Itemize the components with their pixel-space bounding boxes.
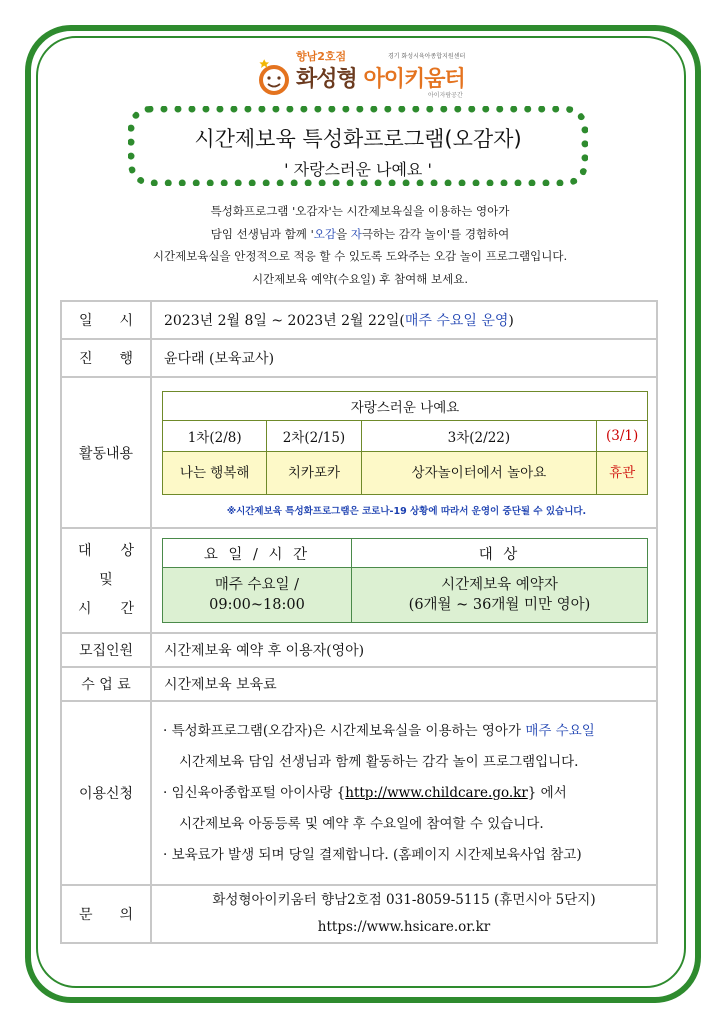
target-col2-head: 대 상 (352, 539, 648, 568)
host-row (61, 339, 657, 377)
target-time-line1: 매주 수요일 / (214, 577, 300, 593)
apply-2-line2: 시간제보육 아동등록 및 예약 후 수요일에 참여할 수 있습니다. (179, 815, 544, 832)
intro-highlight-1: 오감 (313, 226, 336, 241)
apply-item-3: · 보육료가 발생 되며 당일 결제합니다. (홈페이지 시간제보육사업 참고) (163, 846, 582, 863)
activity-2: 치카포카 (267, 452, 361, 495)
activity-label: 활동내용 (61, 377, 151, 528)
page-title: 시간제보육 특성화프로그램(오감자) (194, 127, 522, 151)
logo-center-name: 경기 화성시육아종합지원센터 (388, 53, 466, 60)
target-col1-head: 요 일 / 시 간 (163, 539, 352, 568)
target-cell (151, 528, 657, 633)
contact-label-b: 의 (119, 907, 133, 923)
logo-sub: 아이자람공간 (428, 92, 463, 99)
target-row (61, 528, 657, 633)
target-time-line2: 09:00~18:00 (209, 597, 305, 613)
target-audience (352, 568, 648, 623)
activity-4: 휴관 (597, 452, 648, 495)
page-subtitle: ' 자랑스러운 나예요 ' (284, 160, 432, 179)
target-audience-line2: (6개월 ~ 36개월 미만 영아) (408, 597, 591, 613)
contact-label-a: 문 (79, 907, 93, 923)
host-label (61, 339, 151, 377)
round-4: (3/1) (597, 421, 648, 452)
apply-1-line2: 시간제보육 담임 선생님과 함께 활동하는 감각 놀이 프로그램입니다. (179, 753, 579, 770)
logo-branch: 향남2호점 (296, 50, 347, 63)
activity-table-title: 자랑스러운 나예요 (163, 392, 648, 421)
logo (258, 48, 498, 104)
intro-highlight-2: 자 (350, 226, 362, 241)
host-label-b: 행 (119, 351, 133, 367)
schedule-highlight: 매주 수요일 운영 (404, 313, 509, 329)
target-label (61, 528, 151, 633)
target-table (162, 538, 648, 623)
schedule-dates: 2023년 2월 8일 ~ 2023년 2월 22일( (164, 313, 405, 329)
schedule-label-a: 일 (79, 313, 93, 329)
fee-value: 시간제보육 보육료 (151, 667, 657, 701)
round-2: 2차(2/15) (267, 421, 361, 452)
apply-item-1b (163, 747, 655, 778)
contact-url[interactable]: https://www.hsicare.or.kr (317, 919, 491, 935)
apply-row (61, 701, 657, 885)
sun-face-icon (258, 58, 292, 98)
logo-name-b: 아이키움터 (363, 67, 465, 92)
target-label-d: 시 (78, 601, 92, 617)
intro-line-2-c: 을 (335, 226, 351, 241)
fee-row (61, 667, 657, 701)
intro-line-2 (80, 223, 640, 246)
schedule-row (61, 301, 657, 339)
activity-3: 상자놀이터에서 놀아요 (361, 452, 597, 495)
target-time (163, 568, 352, 623)
apply-list (153, 716, 655, 871)
logo-wordmark (296, 62, 465, 93)
activity-1: 나는 행복해 (163, 452, 267, 495)
childcare-link[interactable]: http://www.childcare.go.kr (345, 784, 528, 801)
target-label-e: 간 (120, 601, 134, 617)
fee-label: 수 업 료 (61, 667, 151, 701)
schedule-label-b: 시 (119, 313, 133, 329)
host-label-a: 진 (79, 351, 93, 367)
title-box (128, 106, 588, 186)
intro-line-4: 시간제보육 예약(수요일) 후 참여해 보세요. (251, 271, 469, 286)
covid-note: ※시간제보육 특성화프로그램은 코로나-19 상황에 따라서 운영이 중단될 수 있습니다. (226, 506, 587, 517)
activity-table (162, 391, 648, 495)
apply-item-1 (163, 716, 655, 747)
apply-item-2b (163, 809, 655, 840)
apply-cell (151, 701, 657, 885)
apply-1-text: · 특성화프로그램(오감자)은 시간제보육실을 이용하는 영아가 (163, 722, 526, 739)
apply-item-2 (163, 778, 655, 809)
capacity-row (61, 633, 657, 667)
intro-line-2-e: 극하는 감각 놀이'를 경험하여 (361, 226, 510, 241)
target-audience-line1: 시간제보육 예약자 (441, 577, 558, 593)
apply-2-tail: } 에서 (527, 784, 567, 801)
target-label-a: 대 (78, 543, 92, 559)
contact-value (151, 885, 657, 943)
target-label-c: 및 (99, 572, 113, 588)
host-value: 윤다래 (보육교사) (151, 339, 657, 377)
schedule-label (61, 301, 151, 339)
round-3: 3차(2/22) (361, 421, 597, 452)
round-1: 1차(2/8) (163, 421, 267, 452)
intro-line-3: 시간제보육실을 안정적으로 적응 할 수 있도록 도와주는 오감 놀이 프로그램입니다. (152, 249, 568, 263)
capacity-label: 모집인원 (61, 633, 151, 667)
intro-line-1: 특성화프로그램 '오감자'는 시간제보육실을 이용하는 영아가 (210, 204, 510, 218)
apply-label: 이용신청 (61, 701, 151, 885)
target-label-b: 상 (120, 543, 134, 559)
schedule-value (151, 301, 657, 339)
contact-row (61, 885, 657, 943)
activity-cell (151, 377, 657, 528)
capacity-value: 시간제보육 예약 후 이용자(영아) (151, 633, 657, 667)
contact-line1: 화성형아이키움터 향남2호점 031-8059-5115 (휴먼시아 5단지) (212, 892, 596, 908)
activity-row (61, 377, 657, 528)
logo-name-a: 화성형 (296, 67, 357, 92)
apply-1-highlight: 매주 수요일 (525, 722, 595, 739)
contact-label (61, 885, 151, 943)
schedule-close: ) (508, 313, 514, 329)
info-table (60, 300, 658, 944)
apply-2-text: · 임신육아종합포털 아이사랑 { (163, 784, 346, 801)
intro-line-2-a: 담임 선생님과 함께 ' (210, 226, 314, 241)
intro-text (80, 200, 640, 290)
